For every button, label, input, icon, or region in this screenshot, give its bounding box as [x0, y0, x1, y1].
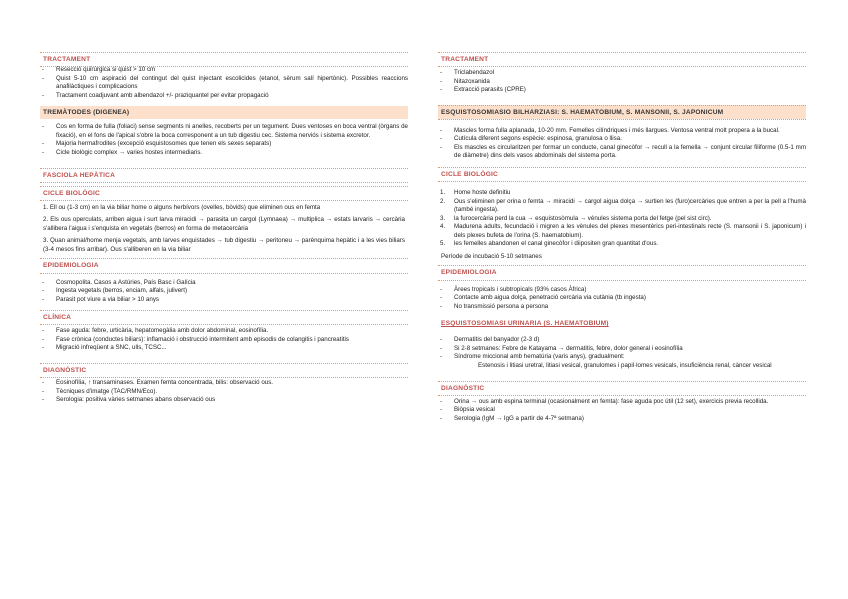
tractament-list — [438, 69, 806, 95]
step-text: la furocercària perd la cua → esquistosòmula → vènules sistema porta del fetge (pel sist circ). — [454, 214, 712, 222]
list-item: - Dermatitis del banyador (2-3 d) — [438, 336, 806, 345]
subheading-cicle-biologic: CICLE BIOLÒGIC — [40, 186, 408, 200]
esquisto-list — [438, 127, 806, 161]
step-number: 5. — [440, 240, 446, 248]
diagnostic-list — [40, 379, 408, 405]
section-heading-diagnostic: DIAGNÒSTIC — [438, 381, 806, 395]
incubation-period: Període de incubació 5-10 setmanes — [441, 252, 542, 260]
list-item: - Cosmopolita. Casos a Astúries, País Basc i Galícia — [40, 279, 408, 288]
clinica-list — [40, 327, 408, 353]
list-item — [438, 189, 806, 198]
section-heading-clinica: CLÍNICA — [40, 310, 408, 324]
list-item: - Orina → ous amb espina terminal (ocasionalment en femta): fase aguda poc útil (12 set), exercicis previa recollida. — [438, 398, 806, 407]
list-item — [438, 198, 806, 215]
list-item: - Quist 5-10 cm aspiració del contingut del quist injectant escolicides (etanol, sèrum salí hipertònic). Possibles reaccions anafilàctiques i complicacions — [40, 75, 408, 92]
epidemiologia-list — [438, 286, 806, 312]
step-number: 2. — [440, 197, 446, 205]
step-text: Home hoste definitiu — [454, 189, 511, 197]
cicle-step-2: 2. Els ous operculats, arriben aigua i surt larva miracidi → parasita un cargol (Lymnaea) → multiplica → estats larvaris → cercària s'allibera l'aigua i s'enquista en vegetals (berros) en forma de metacercària — [43, 216, 405, 232]
list-item — [438, 215, 806, 224]
list-item: - Migració infreqüent a SNC, ulls, TCSC... — [40, 344, 408, 353]
list-item: - Cos en forma de fulla (foliaci) sense segments ni anelles, recoberts per un tegument. Dues ventoses en boca ventral (òrgans de fixació), en el fons de l'apical s'obre la boca corresponent a un tub digestiu cec. Sistema nerviós i sistema excretor. — [40, 123, 408, 140]
step-number: 3. — [440, 214, 446, 222]
section-heading-fasciola: FASCIOLA HEPÀTICA — [40, 168, 408, 182]
cicle-list — [438, 189, 806, 249]
list-item: - Els mascles es circularitzen per formar un conducte, canal ginecòfor → recull a la femella → conjunt circular filiforme (0.5-1 mm de diàmetre) dins dels vasos abdominals del sistema porta. — [438, 144, 806, 161]
list-item: - Biòpsia vesical — [438, 406, 806, 415]
section-heading-diagnostic: DIAGNÒSTIC — [40, 363, 408, 377]
urinaria-list — [438, 336, 806, 370]
section-heading-tractament: TRACTAMENT — [438, 52, 806, 66]
step-number: 1. — [440, 189, 446, 197]
right-column — [438, 52, 806, 423]
epidemiologia-list — [40, 279, 408, 305]
list-item: - Cicle biològic complex → varies hostes intermediaris. — [40, 149, 408, 158]
list-item — [438, 223, 806, 240]
list-item: - Triclabendazol — [438, 69, 806, 78]
list-item: - Ingesta vegetals (berros, enciam, alfals, julivert) — [40, 287, 408, 296]
list-item: - No transmissió persona a persona — [438, 303, 806, 312]
section-heading-cicle: CICLE BIOLÒGIC — [438, 167, 806, 181]
tractament-list — [40, 66, 408, 100]
section-heading-epidemiologia: EPIDEMIOLOGIA — [438, 265, 806, 279]
section-heading-urinaria: ESQUISTOSOMIASI URINARIA (S. HAEMATOBIUM) — [441, 320, 609, 328]
section-heading-epidemiologia: EPIDEMIOLOGIA — [40, 258, 408, 272]
list-item — [438, 240, 806, 249]
list-item: - Tractament coadjuvant amb albendazol +/- praziquantel per evitar propagació — [40, 92, 408, 101]
list-item: - Fase aguda: febre, urticària, hepatomegàlia amb dolor abdominal, eosinofília. — [40, 327, 408, 336]
list-item: - Parasit pot viure a via biliar > 10 anys — [40, 296, 408, 305]
step-text: Ous s'eliminen per orina o femta → miracidi → cargol aigua dolça → surtien les (furo)cercàries que entren a per la pell a l'humà (també ingesta). — [454, 197, 806, 214]
list-item: - Mascles forma fulla aplanada, 10-20 mm. Femelles cilíndriques i més llargues. Ventosa ventral molt propera a la bucal. — [438, 127, 806, 136]
list-subitem: Estenosis i litiasi uretral, litiasi vesical, granulomes i papil·lomes vesicals, insuficiència renal, càncer vesical — [478, 361, 772, 369]
list-item: - Cutícula diferent segons espècie: espinosa, granulosa o llisa. — [438, 135, 806, 144]
list-item: - Majoria hermafrodites (excepció esquistosomes que tenen els sexes separats) — [40, 140, 408, 149]
cicle-step-1: 1. Ell ou (1-3 cm) en la via biliar home o alguns herbívors (ovelles, bòvids) que eliminen ous en femta — [43, 203, 321, 211]
list-item: - Serologia: positiva vàries setmanes abans observació ous — [40, 396, 408, 405]
list-item: - Síndrome miccional amb hematúria (varis anys), gradualment: — [438, 353, 806, 362]
list-item: - Si 2-8 setmanes: Febre de Katayama → dermatitis, febre, dolor general i eosinofília — [438, 345, 806, 354]
diagnostic-list — [438, 398, 806, 424]
left-column — [40, 52, 408, 405]
step-text: Madurena adults, fecundació i migren a les vènules del plexes mesentèrics peri-intestinals recte (S. mansonii i S. japonicum) i dels plexes bufeta de l'orina (S. haematobium). — [454, 223, 806, 239]
cicle-step-3: 3. Quan animal/home menja vegetals, amb larves enquistades → tub digestiu → peritoneu → parènquima hepàtic i a les vies biliars (3-4 mesos fins arribar). Ous s'alliberen en la via biliar — [43, 237, 405, 253]
list-item: - Nitazoxanida — [438, 78, 806, 87]
step-number: 4. — [440, 223, 446, 231]
section-heading-esquistosomiasi: ESQUISTOSOMIASIO BILHARZIASI: S. HAEMATOBIUM, S. MANSONII, S. JAPONICUM — [438, 105, 806, 119]
list-item: - Àrees tropicals i subtropicals (93% casos Àfrica) — [438, 286, 806, 295]
list-item: - Extracció parasits (CPRE) — [438, 86, 806, 95]
trematodes-list — [40, 123, 408, 157]
list-item: - Contacte amb aigua dolça, penetració cercària via cutània (tb ingesta) — [438, 294, 806, 303]
list-item: - Resecció quirúrgica si quist > 10 cm — [40, 66, 408, 75]
section-heading-trematodes: TREMÀTODES (DIGENEA) — [40, 106, 408, 119]
list-item: - Fase crònica (conductes biliars): inflamació i obstrucció intermitent amb episodis de colangitis i pancreatitis — [40, 336, 408, 345]
section-heading-tractament: TRACTAMENT — [40, 52, 408, 66]
list-item: - Eosinofília, ↑ transaminases. Examen femta concentrada, bilis: observació ous. — [40, 379, 408, 388]
list-item: - Serologia (IgM → IgG a partir de 4-7ª setmana) — [438, 415, 806, 424]
step-text: les femelles abandonen el canal ginecòfor i diipositen gran quantitat d'ous. — [454, 240, 659, 248]
list-item: - Tècniques d'imatge (TAC/RMN/Eco). — [40, 388, 408, 397]
